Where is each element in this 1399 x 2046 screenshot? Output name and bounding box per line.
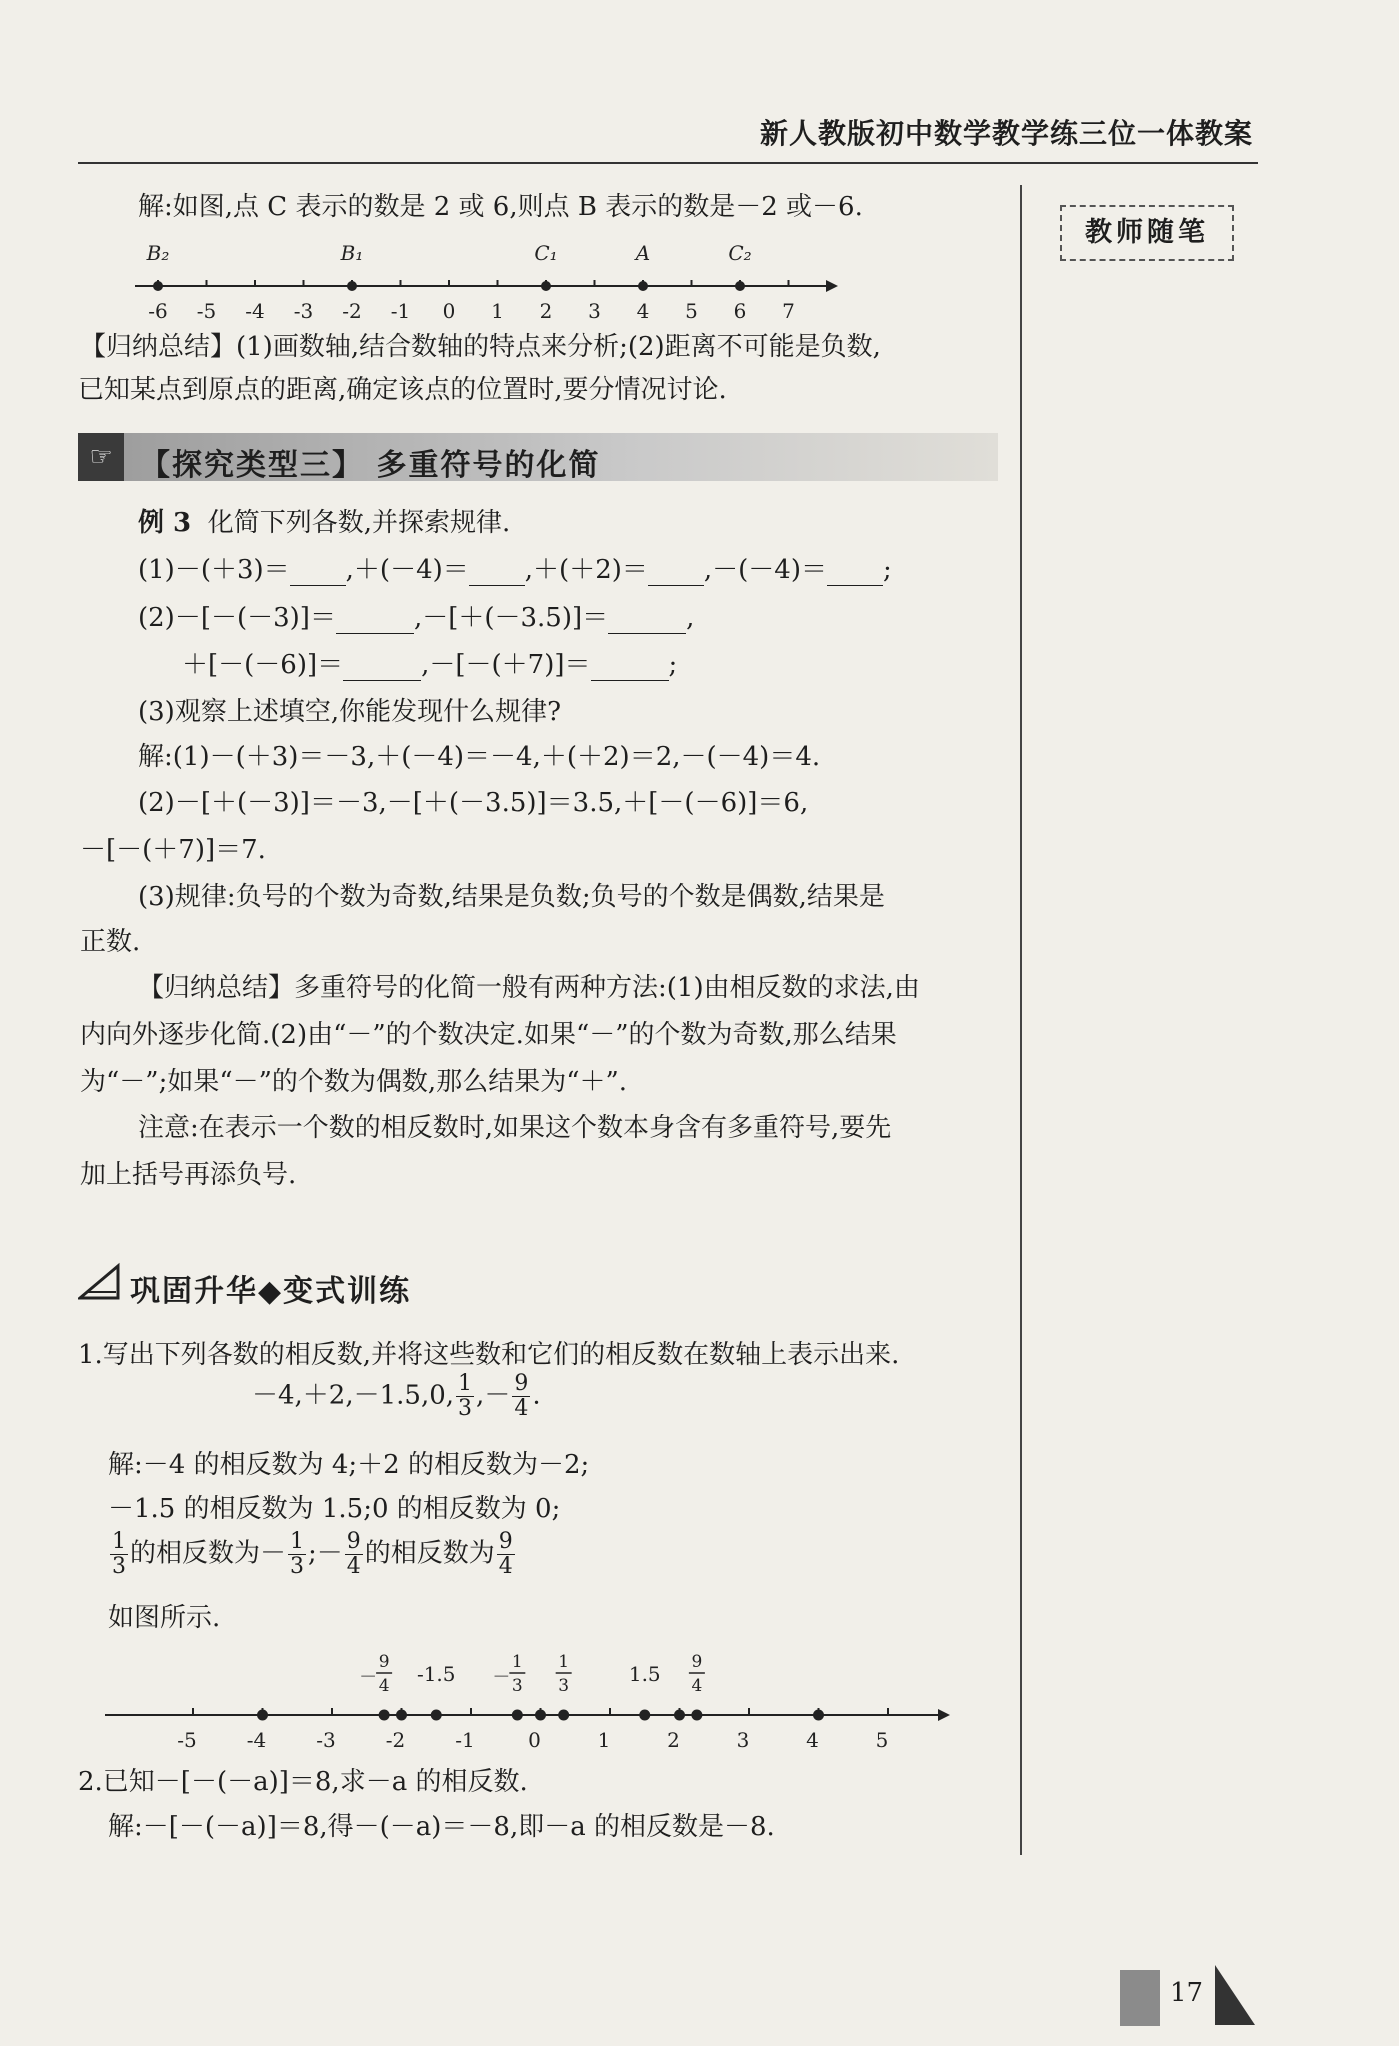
tick-label: -3 [293, 299, 314, 323]
practice-solution-q2: 解:－[－(－a)]＝8,得－(－a)＝－8,即－a 的相反数是－8. [108, 1812, 775, 1842]
fraction-label [492, 1652, 525, 1696]
point-marker [558, 1710, 569, 1721]
tick-label: 3 [588, 299, 601, 323]
solution-3a: (3)规律:负号的个数为奇数,结果是负数;负号的个数是偶数,结果是 [138, 882, 885, 912]
point-marker [541, 281, 551, 291]
point-marker [431, 1710, 442, 1721]
svg-text:9: 9 [378, 1652, 390, 1672]
point-marker [153, 281, 163, 291]
summary-line-2: 已知某点到原点的距离,确定该点的位置时,要分情况讨论. [78, 375, 727, 405]
practice-question-1: 1.写出下列各数的相反数,并将这些数和它们的相反数在数轴上表示出来. [78, 1340, 900, 1370]
point-marker [396, 1710, 407, 1721]
tick-label: -5 [196, 299, 217, 323]
point-marker [691, 1710, 702, 1721]
practice-question-2: 2.已知－[－(－a)]＝8,求－a 的相反数. [78, 1767, 528, 1797]
summary-line-1: 【归纳总结】(1)画数轴,结合数轴的特点来分析;(2)距离不可能是负数, [80, 332, 881, 362]
solution-2: (2)－[＋(－3)]＝－3,－[＋(－3.5)]＝3.5,＋[－(－6)]＝6, [138, 788, 809, 818]
fraction-label [556, 1652, 572, 1696]
point-marker [379, 1710, 390, 1721]
fraction-label [359, 1652, 392, 1696]
fraction: $\frac{1}{3}$ [458, 1371, 473, 1421]
example-heading [138, 508, 510, 538]
q1-part-a: (1)－(＋3)＝ [138, 555, 290, 585]
axis-arrow [938, 1709, 950, 1721]
summary2-line-2: 内向外逐步化简.(2)由“－”的个数决定.如果“－”的个数为奇数,那么结果 [80, 1020, 897, 1050]
page-number-tab [1120, 1970, 1160, 2026]
book-title: 新人教版初中数学教学练三位一体教案 [760, 117, 1254, 150]
point-marker [512, 1710, 523, 1721]
summary2-line-1: 【归纳总结】多重符号的化简一般有两种方法:(1)由相反数的求法,由 [138, 973, 920, 1003]
point-label: C₁ [534, 241, 558, 265]
tick-label: 4 [806, 1728, 819, 1752]
svg-text:4: 4 [691, 1676, 703, 1696]
tick-label: 0 [442, 299, 456, 323]
example-label: 例 3 [138, 508, 192, 538]
answer-blank[interactable] [469, 555, 525, 586]
tick-label: -4 [246, 1728, 267, 1752]
note-line-2: 加上括号再添负号. [80, 1160, 297, 1190]
answer-blank[interactable] [591, 650, 669, 681]
solution-2b: －[－(＋7)]＝7. [80, 835, 266, 865]
svg-text:1: 1 [558, 1652, 570, 1672]
axis-arrow [826, 280, 838, 292]
corner-triangle [1215, 1965, 1255, 2025]
tick-label: -6 [148, 299, 168, 323]
tick-label: -2 [385, 1728, 406, 1752]
question-2b [182, 650, 677, 681]
point-marker [638, 281, 648, 291]
question-1 [138, 555, 892, 586]
fraction: $\frac{9}{4}$ [346, 1529, 361, 1579]
tick-label: 2 [539, 299, 553, 323]
practice-numbers: －4,＋2,－1.5,0, $\frac{1}{3}$ ,－ $\frac{9}{4}$ . [252, 1371, 541, 1421]
point-label: A [635, 241, 651, 265]
tick-label: 0 [528, 1728, 541, 1752]
q2b-end: ; [668, 650, 678, 680]
tick-label: 1 [491, 299, 504, 323]
tick-label: 4 [636, 299, 650, 323]
point-label: B₂ [146, 241, 170, 265]
svg-text:3: 3 [558, 1676, 570, 1696]
question-3: (3)观察上述填空,你能发现什么规律? [138, 697, 562, 727]
fraction: $\frac{9}{4}$ [514, 1371, 529, 1421]
tick-label: 3 [736, 1728, 750, 1752]
fraction: $\frac{9}{4}$ [498, 1529, 513, 1579]
svg-text:3: 3 [511, 1676, 523, 1696]
column-divider [1020, 185, 1022, 1855]
point-marker [735, 281, 745, 291]
section-title: 【探究类型三】 多重符号的化简 [140, 448, 601, 483]
point-marker [257, 1710, 268, 1721]
point-marker [813, 1710, 824, 1721]
triangle-ruler-icon [78, 1262, 122, 1302]
q2b-part-a: ＋[－(－6)]＝ [182, 650, 344, 680]
tick-label: 7 [782, 299, 795, 323]
numbers-list: －4,＋2,－1.5,0, [252, 1380, 455, 1411]
axis-points [257, 1652, 824, 1721]
q2a-part-b: ,－[＋(－3.5)]＝ [413, 603, 609, 633]
q1-part-c: ,＋(＋2)＝ [524, 555, 648, 585]
tick-label: -3 [316, 1728, 336, 1752]
solution-1: 解:(1)－(＋3)＝－3,＋(－4)＝－4,＋(＋2)＝2,－(－4)＝4. [138, 742, 821, 772]
tick-label: -1 [390, 299, 411, 323]
answer-blank[interactable] [648, 555, 704, 586]
tick-label: 6 [733, 299, 747, 323]
point-label: C₂ [728, 241, 752, 265]
solution-3b: 正数. [80, 927, 141, 957]
fraction: $\frac{1}{3}$ [290, 1529, 305, 1579]
svg-text:－: － [359, 1667, 378, 1688]
fraction-label [689, 1652, 705, 1696]
practice-solution-3: $\frac{1}{3}$ 的相反数为－ $\frac{1}{3}$ ;－ $\frac{9}{4}$ 的相反数为 $\frac{9}{4}$ [112, 1529, 513, 1579]
q2b-part-b: ,－[－(＋7)]＝ [421, 650, 591, 680]
tick-label: -2 [342, 299, 362, 323]
answer-blank[interactable] [608, 603, 686, 634]
fraction: $\frac{1}{3}$ [112, 1529, 126, 1579]
tick-label: 5 [875, 1728, 889, 1752]
svg-text:4: 4 [378, 1676, 390, 1696]
page-number: 17 [1170, 1978, 1204, 2008]
example-prompt: 化简下列各数,并探索规律. [207, 508, 511, 538]
solution-text: 解:如图,点 C 表示的数是 2 或 6,则点 B 表示的数是－2 或－6. [138, 192, 863, 222]
tick-label: -4 [245, 299, 265, 323]
svg-text:9: 9 [691, 1652, 703, 1672]
answer-blank[interactable] [336, 603, 414, 634]
q2a-part-a: (2)－[－(－3)]＝ [138, 603, 336, 633]
number-line-1 [120, 238, 850, 328]
answer-blank[interactable] [290, 555, 346, 586]
point-marker [535, 1710, 546, 1721]
q1-part-b: ,＋(－4)＝ [345, 555, 469, 585]
header-rule [78, 162, 1258, 164]
point-label: -1.5 [416, 1662, 456, 1686]
point-marker [674, 1710, 685, 1721]
svg-text:－: － [492, 1667, 511, 1688]
point-marker [347, 281, 357, 291]
q1-end: ; [883, 555, 892, 585]
tick-label: -5 [177, 1728, 197, 1752]
practice-solution-2: －1.5 的相反数为 1.5;0 的相反数为 0; [108, 1494, 561, 1524]
answer-blank[interactable] [827, 555, 883, 586]
practice-solution-4: 如图所示. [108, 1603, 221, 1633]
question-2a [138, 603, 694, 634]
tick-label: 5 [685, 299, 698, 323]
summary2-line-3: 为“－”;如果“－”的个数为偶数,那么结果为“＋”. [80, 1067, 628, 1097]
q2a-end: , [686, 603, 695, 633]
q1-part-d: ,－(－4)＝ [703, 555, 827, 585]
point-label: B₁ [340, 241, 364, 265]
teacher-notes-label: 教师随笔 [1060, 205, 1234, 261]
tick-label: 2 [667, 1728, 680, 1752]
point-marker [639, 1710, 650, 1721]
number-line-2 [100, 1645, 960, 1765]
tick-label: -1 [455, 1728, 475, 1752]
note-line-1: 注意:在表示一个数的相反数时,如果这个数本身含有多重符号,要先 [138, 1113, 892, 1143]
svg-text:1: 1 [511, 1652, 523, 1672]
tick-label: 1 [597, 1728, 611, 1752]
practice-title: 巩固升华◆变式训练 [130, 1274, 412, 1309]
answer-blank[interactable] [343, 650, 421, 681]
practice-solution-1: 解:－4 的相反数为 4;＋2 的相反数为－2; [108, 1450, 590, 1480]
pointing-hand-icon: ☞ [78, 433, 124, 481]
point-label: 1.5 [628, 1662, 661, 1686]
